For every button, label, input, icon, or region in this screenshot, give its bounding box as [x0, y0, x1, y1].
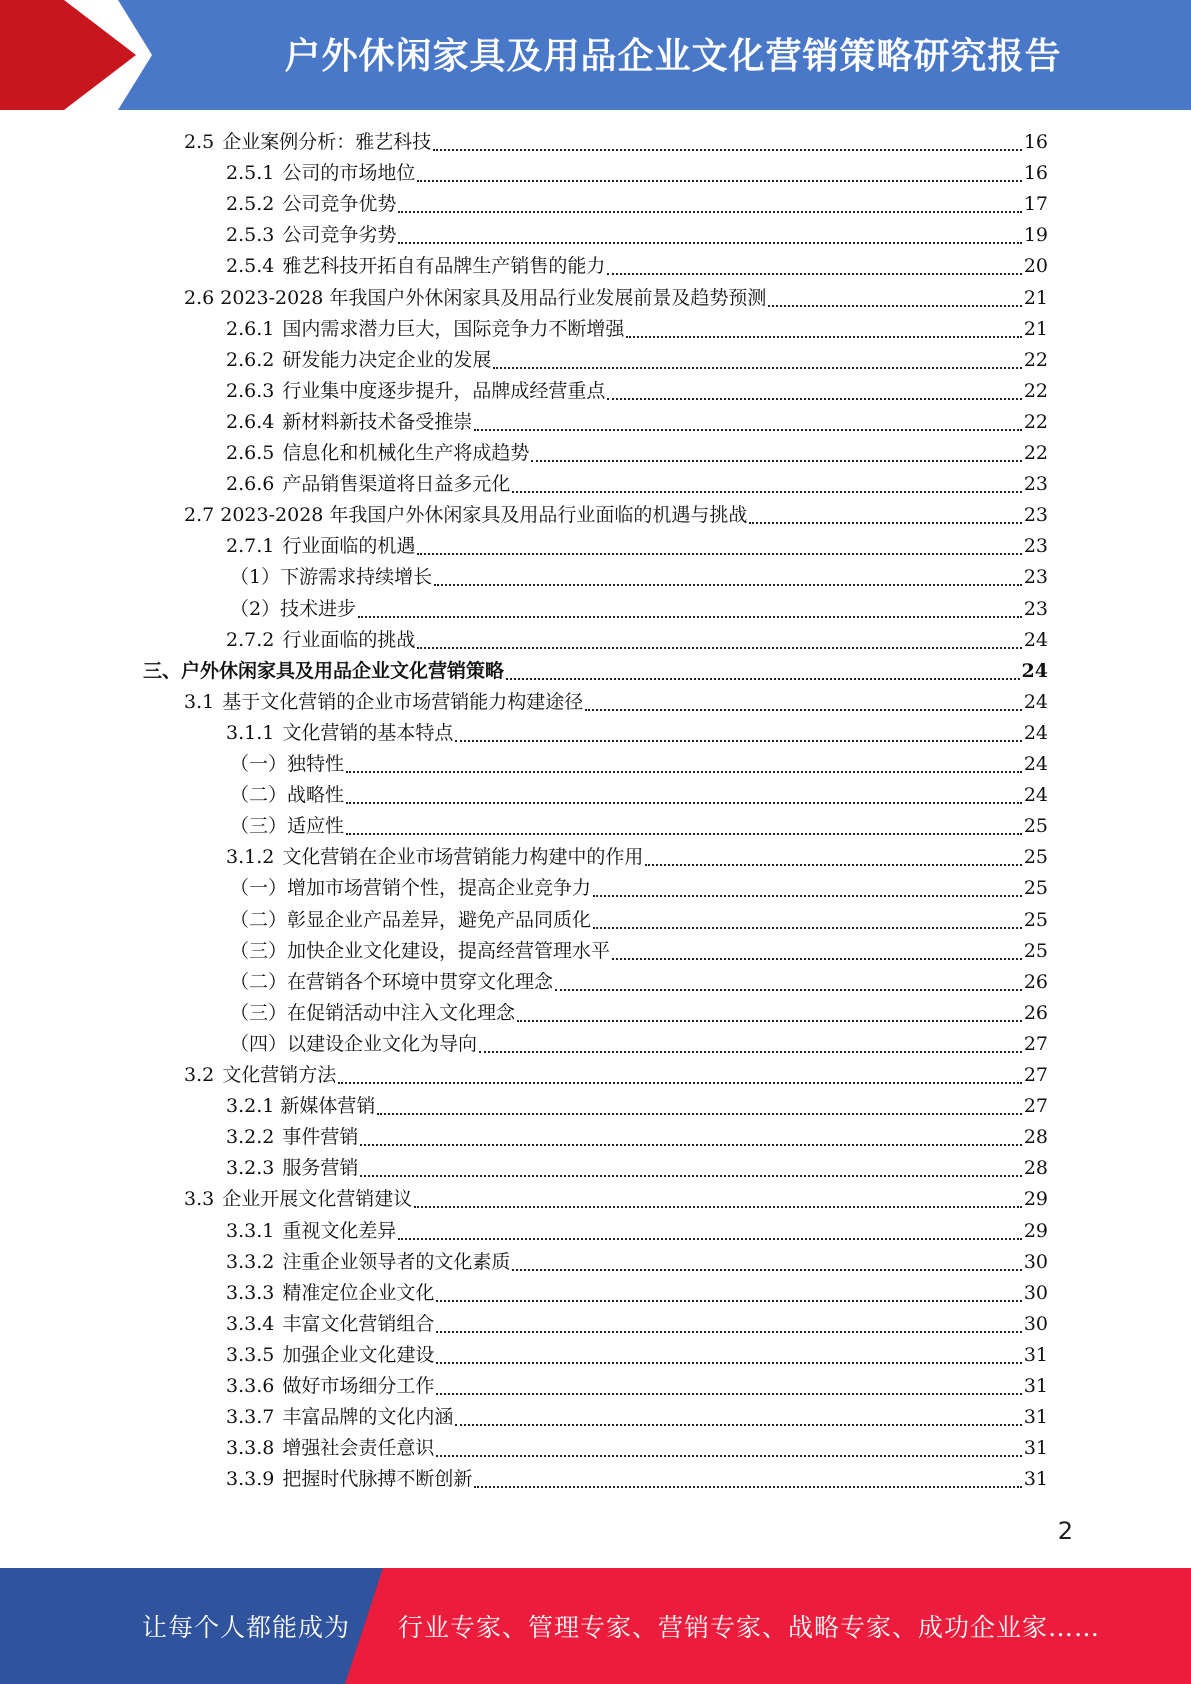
toc-entry-label [226, 1402, 453, 1433]
toc-entry-page: 23 [1023, 566, 1048, 589]
toc-entry-page: 28 [1023, 1126, 1048, 1149]
toc-entry-label [230, 998, 515, 1029]
toc-entry-number: 2.6.5 [226, 442, 275, 464]
toc-dot-leader [417, 553, 1021, 555]
toc-entry-page: 26 [1023, 1001, 1048, 1024]
toc-entry-page: 31 [1023, 1406, 1048, 1429]
toc-entry-title: 事件营销 [282, 1126, 359, 1149]
toc-dot-leader [531, 460, 1021, 462]
toc-entry[interactable] [230, 998, 1048, 1029]
toc-entry[interactable] [230, 936, 1048, 967]
toc-entry[interactable] [226, 1216, 1048, 1247]
toc-entry-title: （2）技术进步 [230, 597, 357, 620]
toc-entry-title: 雅艺科技开拓自有品牌生产销售的能力 [282, 255, 606, 278]
toc-entry-page: 30 [1023, 1250, 1048, 1273]
toc-entry-title: 研发能力决定企业的发展 [282, 348, 492, 371]
toc-entry-title: 增强社会责任意识 [282, 1437, 435, 1460]
toc-dot-leader [593, 927, 1022, 929]
toc-entry[interactable] [230, 967, 1048, 998]
toc-entry-page: 25 [1023, 939, 1048, 962]
toc-entry-page: 23 [1023, 504, 1048, 527]
toc-entry-number: 2.6.1 [226, 317, 275, 340]
toc-dot-leader [749, 522, 1021, 524]
toc-entry-page: 21 [1023, 317, 1048, 340]
toc-entry-number: 3.3.2 [226, 1250, 275, 1273]
toc-entry-title: （三）在促销活动中注入文化理念 [230, 1001, 516, 1024]
toc-entry-page: 25 [1023, 908, 1048, 931]
toc-entry[interactable] [226, 158, 1048, 189]
toc-entry[interactable] [226, 1433, 1048, 1464]
toc-dot-leader [607, 398, 1021, 400]
toc-entry-title: （二）彰显企业产品差异，避免产品同质化 [230, 908, 592, 931]
toc-entry-title: 公司竞争劣势 [282, 224, 397, 247]
toc-entry-label [184, 127, 431, 158]
toc-entry[interactable] [226, 1340, 1048, 1371]
toc-dot-leader [346, 771, 1022, 773]
toc-entry-label [226, 1309, 434, 1340]
toc-dot-leader [398, 1238, 1021, 1240]
toc-entry-page: 30 [1023, 1312, 1048, 1335]
toc-entry-number: 2.5.3 [226, 224, 275, 247]
toc-entry-number: 3.1.2 [226, 846, 275, 869]
toc-dot-leader [436, 1455, 1021, 1457]
toc-entry-title: （二）战略性 [230, 784, 345, 807]
toc-entry-label [226, 158, 415, 189]
toc-entry-label [230, 562, 432, 593]
toc-entry-label [184, 687, 583, 718]
toc-entry-page: 19 [1023, 224, 1048, 247]
toc-entry-title: （一）增加市场营销个性，提高企业竞争力 [230, 877, 592, 900]
toc-entry[interactable] [226, 189, 1048, 220]
toc-entry-number: 3.3.1 [226, 1219, 275, 1242]
toc-entry[interactable] [226, 1309, 1048, 1340]
toc-entry[interactable] [226, 1371, 1048, 1402]
toc-entry-title: （三）加快企业文化建设，提高经营管理水平 [230, 939, 611, 962]
toc-entry-title: 重视文化差异 [282, 1219, 397, 1242]
toc-dot-leader [346, 802, 1022, 804]
toc-entry-label [226, 1433, 434, 1464]
toc-dot-leader [455, 1424, 1021, 1426]
toc-dot-leader [398, 242, 1021, 244]
toc-entry-label [226, 345, 491, 376]
toc-entry-label [230, 594, 356, 625]
toc-entry-title: 加强企业文化建设 [282, 1343, 435, 1366]
toc-entry[interactable] [230, 780, 1048, 811]
toc-entry-title: （一）独特性 [230, 753, 345, 775]
toc-entry-title: 2.6 2023-2028 年我国户外休闲家具及用品行业发展前景及趋势预测 [184, 286, 767, 309]
toc-dot-leader [417, 180, 1021, 182]
toc-entry-label [226, 1216, 396, 1247]
toc-entry-title: 文化营销在企业市场营销能力构建中的作用 [282, 846, 644, 869]
toc-entry-title: 丰富品牌的文化内涵 [282, 1406, 454, 1429]
toc-dot-leader [479, 1051, 1022, 1053]
toc-entry-label [226, 376, 605, 407]
toc-dot-leader [645, 864, 1021, 866]
toc-entry-page: 31 [1023, 1437, 1048, 1460]
toc-entry-page: 24 [1023, 753, 1048, 775]
toc-entry-title: 把握时代脉搏不断创新 [282, 1468, 473, 1491]
toc-entry-number: 2.5 [184, 131, 215, 153]
toc-entry-number: 3.3.3 [226, 1281, 275, 1304]
toc-entry-page: 31 [1023, 1343, 1048, 1366]
toc-entry[interactable] [226, 1091, 1048, 1122]
toc-entry[interactable] [226, 1402, 1048, 1433]
toc-entry-label [226, 625, 415, 656]
toc-entry-page: 22 [1023, 379, 1048, 402]
toc-entry-title: 行业面临的机遇 [282, 535, 416, 558]
toc-entry-label [226, 1247, 510, 1278]
toc-dot-leader [433, 149, 1022, 151]
toc-dot-leader [555, 989, 1022, 991]
toc-entry-label [230, 873, 591, 904]
toc-dot-leader [512, 491, 1021, 493]
toc-entry[interactable] [226, 376, 1048, 407]
toc-entry[interactable] [230, 873, 1048, 904]
toc-entry-page: 24 [1023, 628, 1048, 651]
toc-entry-page: 22 [1023, 410, 1048, 433]
toc-entry[interactable] [184, 687, 1048, 718]
toc-entry-page: 24 [1021, 659, 1048, 682]
toc-entry-label [184, 283, 766, 314]
toc-entry[interactable] [226, 1122, 1048, 1153]
toc-entry-number: 3.3 [184, 1188, 215, 1211]
toc-entry-title: （1）下游需求持续增长 [230, 566, 433, 589]
toc-entry[interactable] [230, 811, 1048, 842]
toc-dot-leader [398, 211, 1021, 213]
toc-entry-label [226, 251, 605, 282]
toc-entry[interactable] [226, 220, 1048, 251]
toc-entry-title: 信息化和机械化生产将成趋势 [282, 442, 530, 464]
toc-entry-number: 3.2.3 [226, 1157, 275, 1180]
toc-entry[interactable] [230, 594, 1048, 625]
toc-dot-leader [517, 1020, 1022, 1022]
toc-entry[interactable] [226, 438, 1048, 469]
toc-entry-page: 24 [1023, 690, 1048, 713]
toc-entry[interactable] [184, 127, 1048, 158]
toc-entry-title: 服务营销 [282, 1157, 359, 1180]
page-number: 2 [1057, 1517, 1073, 1545]
toc-entry[interactable] [230, 749, 1048, 780]
toc-entry-label [184, 1184, 412, 1215]
toc-entry-label [230, 905, 591, 936]
toc-entry-title: 丰富文化营销组合 [282, 1312, 435, 1335]
toc-entry-number: 2.6.2 [226, 348, 275, 371]
toc-entry[interactable] [226, 469, 1048, 500]
toc-entry-title: 新材料新技术备受推崇 [282, 410, 473, 433]
toc-entry-title: 文化营销方法 [222, 1064, 337, 1086]
toc-entry[interactable] [184, 1060, 1048, 1091]
toc-entry-number: 2.6.3 [226, 379, 275, 402]
toc-dot-leader [358, 616, 1022, 618]
toc-entry-number: 3.3.9 [226, 1468, 275, 1491]
toc-entry-page: 27 [1023, 1032, 1048, 1055]
toc-dot-leader [607, 273, 1021, 275]
page-header [0, 0, 1191, 110]
footer-roles: 行业专家、管理专家、营销专家、战略专家、成功企业家…… [398, 1613, 1101, 1642]
toc-entry-page: 16 [1023, 131, 1048, 153]
toc-entry-number: 3.3.4 [226, 1312, 275, 1335]
toc-entry[interactable] [226, 531, 1048, 562]
toc-entry-label [230, 780, 344, 811]
toc-entry-label [226, 220, 396, 251]
toc-entry[interactable] [230, 905, 1048, 936]
toc-entry-page: 27 [1023, 1095, 1048, 1118]
toc-dot-leader [455, 740, 1021, 742]
toc-entry-label [226, 407, 472, 438]
toc-entry[interactable] [230, 1029, 1048, 1060]
toc-entry-number: 3.2.2 [226, 1126, 275, 1149]
toc-entry[interactable] [226, 1278, 1048, 1309]
toc-entry-page: 23 [1023, 473, 1048, 496]
toc-dot-leader [626, 336, 1021, 338]
toc-entry-label [230, 811, 344, 842]
toc-entry-label [226, 189, 396, 220]
toc-dot-leader [768, 305, 1021, 307]
toc-entry-title: 做好市场细分工作 [282, 1375, 435, 1397]
toc-entry-number: 3.3.8 [226, 1437, 275, 1460]
toc-entry[interactable] [226, 1153, 1048, 1184]
toc-entry-number: 2.5.2 [226, 193, 275, 216]
toc-entry-page: 30 [1023, 1281, 1048, 1304]
toc-entry[interactable] [230, 562, 1048, 593]
toc-entry-title: （二）在营销各个环境中贯穿文化理念 [230, 970, 554, 993]
toc-entry[interactable] [143, 656, 1048, 687]
toc-entry-title: 企业案例分析：雅艺科技 [222, 131, 432, 153]
toc-entry-number: 3.3.5 [226, 1343, 275, 1366]
toc-entry-title: （四）以建设企业文化为导向 [230, 1032, 478, 1055]
toc-dot-leader [612, 958, 1022, 960]
toc-entry[interactable] [226, 718, 1048, 749]
toc-dot-leader [417, 647, 1021, 649]
toc-entry-label [226, 531, 415, 562]
toc-entry[interactable] [184, 500, 1048, 531]
toc-entry-page: 27 [1023, 1064, 1048, 1086]
toc-entry-label [226, 1122, 358, 1153]
toc-entry[interactable] [226, 407, 1048, 438]
toc-entry-label [226, 1464, 472, 1495]
toc-entry[interactable] [184, 1184, 1048, 1215]
toc-entry-page: 25 [1023, 815, 1048, 838]
toc-dot-leader [512, 1269, 1021, 1271]
toc-entry-title: 2.7 2023-2028 年我国户外休闲家具及用品行业面临的机遇与挑战 [184, 504, 748, 527]
toc-entry-page: 28 [1023, 1157, 1048, 1180]
toc-entry-page: 26 [1023, 970, 1048, 993]
toc-entry-title: 精准定位企业文化 [282, 1281, 435, 1304]
toc-dot-leader [506, 678, 1020, 680]
toc-entry-page: 24 [1023, 721, 1048, 744]
toc-dot-leader [436, 1300, 1021, 1302]
toc-entry-page: 20 [1023, 255, 1048, 278]
toc-entry-number: 2.5.1 [226, 162, 275, 185]
toc-entry-title: 企业开展文化营销建议 [222, 1188, 413, 1211]
toc-entry-number: 3.2 [184, 1064, 215, 1086]
toc-entry-label [184, 1060, 336, 1091]
toc-entry-label [230, 967, 553, 998]
toc-entry-page: 23 [1023, 597, 1048, 620]
toc-entry[interactable] [226, 251, 1048, 282]
toc-entry-page: 22 [1023, 442, 1048, 464]
toc-dot-leader [434, 584, 1022, 586]
toc-entry-label [226, 1278, 434, 1309]
toc-entry-page: 17 [1023, 193, 1048, 216]
toc-entry-label [143, 656, 504, 687]
toc-entry-label [226, 842, 643, 873]
toc-entry-page: 23 [1023, 535, 1048, 558]
footer-slogan: 让每个人都能成为 [142, 1613, 351, 1642]
toc-entry[interactable] [226, 1464, 1048, 1495]
toc-entry-title: 行业集中度逐步提升，品牌成经营重点 [282, 379, 606, 402]
toc-dot-leader [436, 1331, 1021, 1333]
toc-dot-leader [360, 1144, 1021, 1146]
toc-dot-leader [493, 367, 1021, 369]
toc-entry[interactable] [226, 1247, 1048, 1278]
toc-dot-leader [377, 1113, 1021, 1115]
toc-entry-page: 31 [1023, 1375, 1048, 1397]
toc-entry-number: 2.6.6 [226, 473, 275, 496]
toc-entry-label [226, 314, 624, 345]
toc-entry-page: 31 [1023, 1468, 1048, 1491]
toc-entry-page: 21 [1023, 286, 1048, 309]
toc-dot-leader [474, 1486, 1021, 1488]
toc-entry-title: 3.2.1 新媒体营销 [226, 1095, 376, 1118]
toc-entry-number: 2.6.4 [226, 410, 275, 433]
toc-dot-leader [360, 1175, 1021, 1177]
toc-entry[interactable] [226, 314, 1048, 345]
toc-entry-title: 文化营销的基本特点 [282, 721, 454, 744]
toc-entry-page: 29 [1023, 1188, 1048, 1211]
toc-entry-title: 国内需求潜力巨大，国际竞争力不断增强 [282, 317, 625, 340]
toc-entry-number: 3.1.1 [226, 721, 275, 744]
toc-entry-number: 3.3.7 [226, 1406, 275, 1429]
toc-entry-page: 25 [1023, 877, 1048, 900]
toc-entry-title: 公司竞争优势 [282, 193, 397, 216]
toc-entry-number: 2.5.4 [226, 255, 275, 278]
toc-entry-title: （三）适应性 [230, 815, 345, 838]
toc-dot-leader [585, 709, 1022, 711]
toc-entry-label [230, 936, 610, 967]
toc-entry-label [226, 1091, 375, 1122]
toc-entry[interactable] [226, 345, 1048, 376]
toc-entry-label [184, 500, 747, 531]
toc-dot-leader [593, 895, 1022, 897]
page-footer [0, 1568, 1191, 1684]
toc-dot-leader [414, 1206, 1022, 1208]
toc-entry-label [226, 469, 510, 500]
toc-dot-leader [338, 1082, 1022, 1084]
toc-entry-label [230, 749, 344, 780]
toc-dot-leader [436, 1393, 1021, 1395]
toc-entry-page: 29 [1023, 1219, 1048, 1242]
toc-entry-number: 3.1 [184, 690, 215, 713]
toc-entry-number: 2.7.1 [226, 535, 275, 558]
toc-entry[interactable] [226, 842, 1048, 873]
toc-entry-label [226, 718, 453, 749]
toc-entry-title: 产品销售渠道将日益多元化 [282, 473, 511, 496]
toc-entry-label [226, 438, 529, 469]
toc-entry-label [226, 1340, 434, 1371]
toc-entry-page: 24 [1023, 784, 1048, 807]
toc-entry-title: 注重企业领导者的文化素质 [282, 1250, 511, 1273]
toc-entry-number: 3.3.6 [226, 1375, 275, 1397]
toc-entry[interactable] [184, 283, 1048, 314]
toc-entry-number: 2.7.2 [226, 628, 275, 651]
toc-entry-page: 25 [1023, 846, 1048, 869]
toc-dot-leader [346, 833, 1022, 835]
toc-entry-title: 公司的市场地位 [282, 162, 416, 185]
toc-entry-page: 22 [1023, 348, 1048, 371]
toc-entry-title: 基于文化营销的企业市场营销能力构建途径 [222, 690, 584, 713]
toc-entry-label [230, 1029, 477, 1060]
toc-entry-title: 三、户外休闲家具及用品企业文化营销策略 [143, 659, 505, 682]
header-title: 户外休闲家具及用品企业文化营销策略研究报告 [284, 35, 1062, 77]
toc-dot-leader [436, 1362, 1021, 1364]
toc-entry-title: 行业面临的挑战 [282, 628, 416, 651]
toc-entry-label [226, 1371, 434, 1402]
toc-entry-page: 16 [1023, 162, 1048, 185]
toc-dot-leader [474, 429, 1021, 431]
toc-entry[interactable] [226, 625, 1048, 656]
toc-entry-label [226, 1153, 358, 1184]
